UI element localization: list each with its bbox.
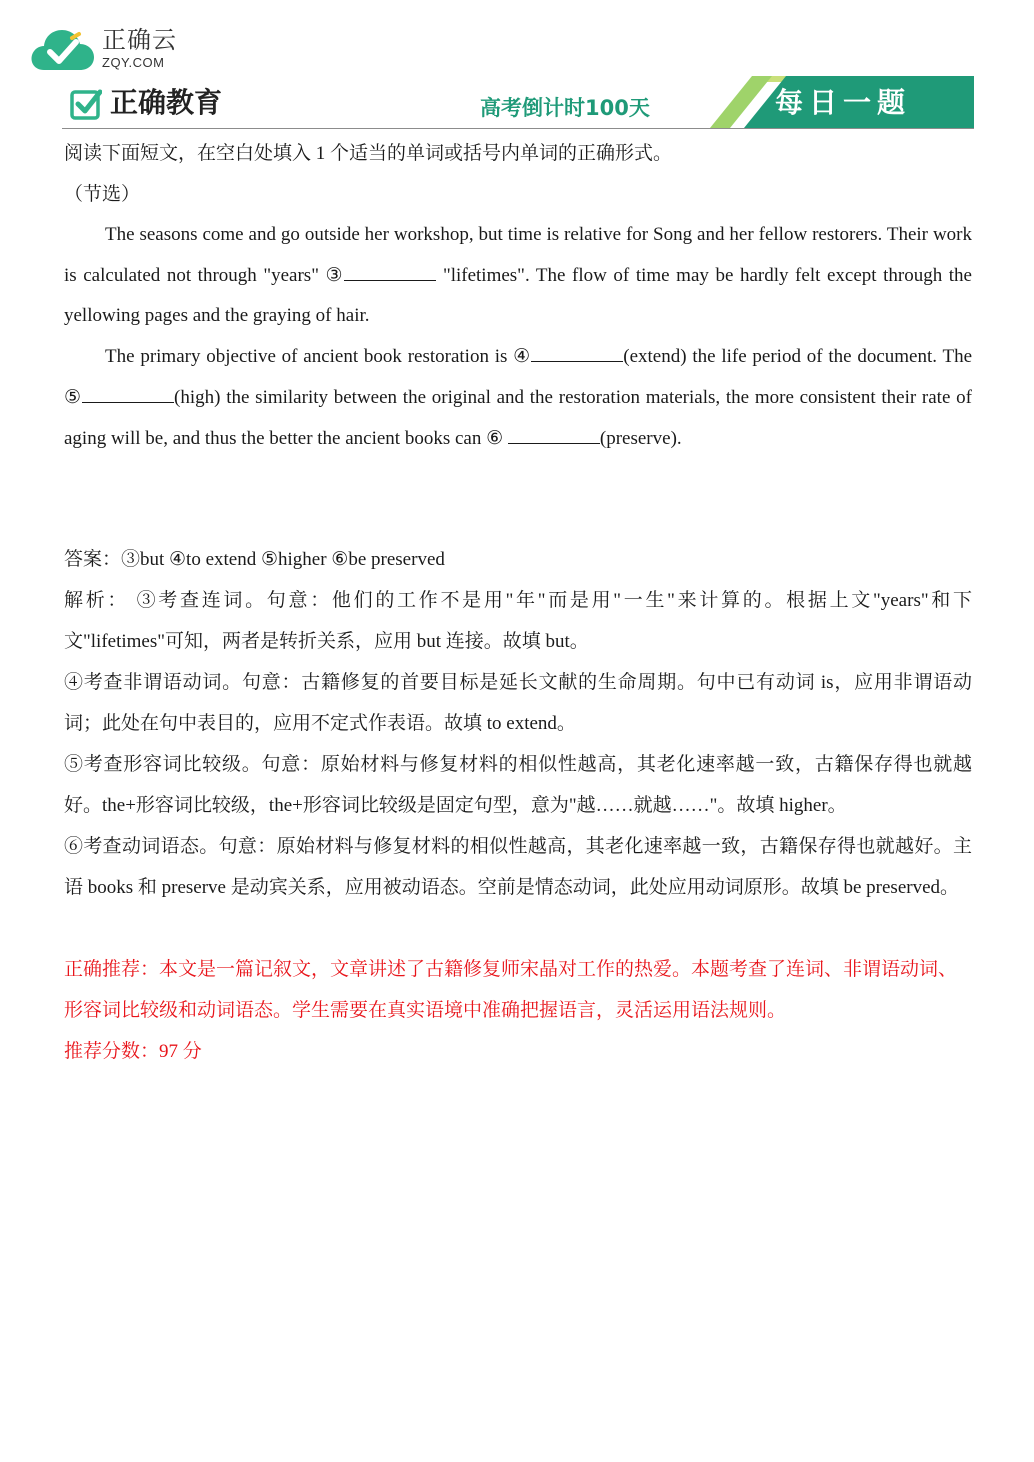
passage-paragraph-2 <box>64 337 972 459</box>
document-body <box>64 133 972 1072</box>
analysis-4: ④考查非谓语动词。句意：古籍修复的首要目标是延长文献的生命周期。句中已有动词 is，应用非谓语动词；此处在句中表目的，应用不定式作表语。故填 to extend。 <box>64 672 972 735</box>
answer-line: 答案：③but ④to extend ⑤higher ⑥be preserved <box>64 549 445 571</box>
p2-text-a: The primary objective of ancient book restoration is ④ <box>105 346 532 368</box>
p1-text-a: The seasons come and go outside her workshop, but time is relative for Song and her fellow restorers. Their work is calculated not through "years" ③ <box>64 224 972 286</box>
banner-label: 每日一题 <box>775 86 912 119</box>
analysis-5: ⑤考查形容词比较级。句意：原始材料与修复材料的相似性越高，其老化速率越一致，古籍保存得也就越好。the+形容词比较级，the+形容词比较级是固定句型，意为"越……就越……"。故填 higher。 <box>64 754 972 817</box>
analysis-6: ⑥考查动词语态。句意：原始材料与修复材料的相似性越高，其老化速率越一致，古籍保存得也就越好。主语 books 和 preserve 是动宾关系，应用被动语态。空前是情态动词，此处应用动词原形。故填 be preserved。 <box>64 836 972 899</box>
instruction: 阅读下面短文，在空白处填入 1 个适当的单词或括号内单词的正确形式。 <box>64 143 673 164</box>
brand-name: 正确教育 <box>110 86 223 119</box>
excerpt-note: （节选） <box>64 184 141 205</box>
blank-3 <box>344 265 436 281</box>
p2-text-b: (extend) the life period of the document. The ⑤ <box>64 346 972 408</box>
recommendation-text: 正确推荐：本文是一篇记叙文，文章讲述了古籍修复师宋晶对工作的热爱。本题考查了连词、非谓语动词、形容词比较级和动词语态。学生需要在真实语境中准确把握语言，灵活运用语法规则。 <box>64 959 958 1022</box>
p2-text-c: (high) the similarity between the original and the restoration materials, the more consistent their rate of aging will be, and thus the better the ancient books can ⑥ <box>64 386 972 449</box>
cloud-check-icon <box>30 24 96 74</box>
header-band <box>62 76 974 130</box>
header-divider <box>62 128 974 129</box>
logo-name: 正确云 <box>102 26 177 54</box>
section-gap <box>64 459 972 539</box>
brand-check-icon <box>70 88 102 120</box>
p1-text-b: "lifetimes". The flow of time may be hardly felt except through the yellowing pages and the graying of hair. <box>64 264 972 327</box>
section-gap-2 <box>64 908 972 949</box>
zqy-logo <box>30 24 180 74</box>
p2-text-d: (preserve). <box>599 427 682 449</box>
answer-section <box>64 539 972 908</box>
countdown-label: 高考倒计时100天 <box>480 96 650 120</box>
blank-4 <box>531 346 623 362</box>
analysis-3: 解析： ③考查连词。句意：他们的工作不是用"年"而是用"一生"来计算的。根据上文"years"和下文"lifetimes"可知，两者是转折关系，应用 but 连接。故填 but。 <box>64 590 972 653</box>
logo-domain: ZQY.COM <box>102 55 165 70</box>
blank-6 <box>508 428 600 444</box>
recommendation-section <box>64 949 972 1072</box>
blank-5 <box>82 387 174 403</box>
passage-paragraph-1 <box>64 215 972 337</box>
recommendation-score: 推荐分数：97 分 <box>64 1041 202 1063</box>
